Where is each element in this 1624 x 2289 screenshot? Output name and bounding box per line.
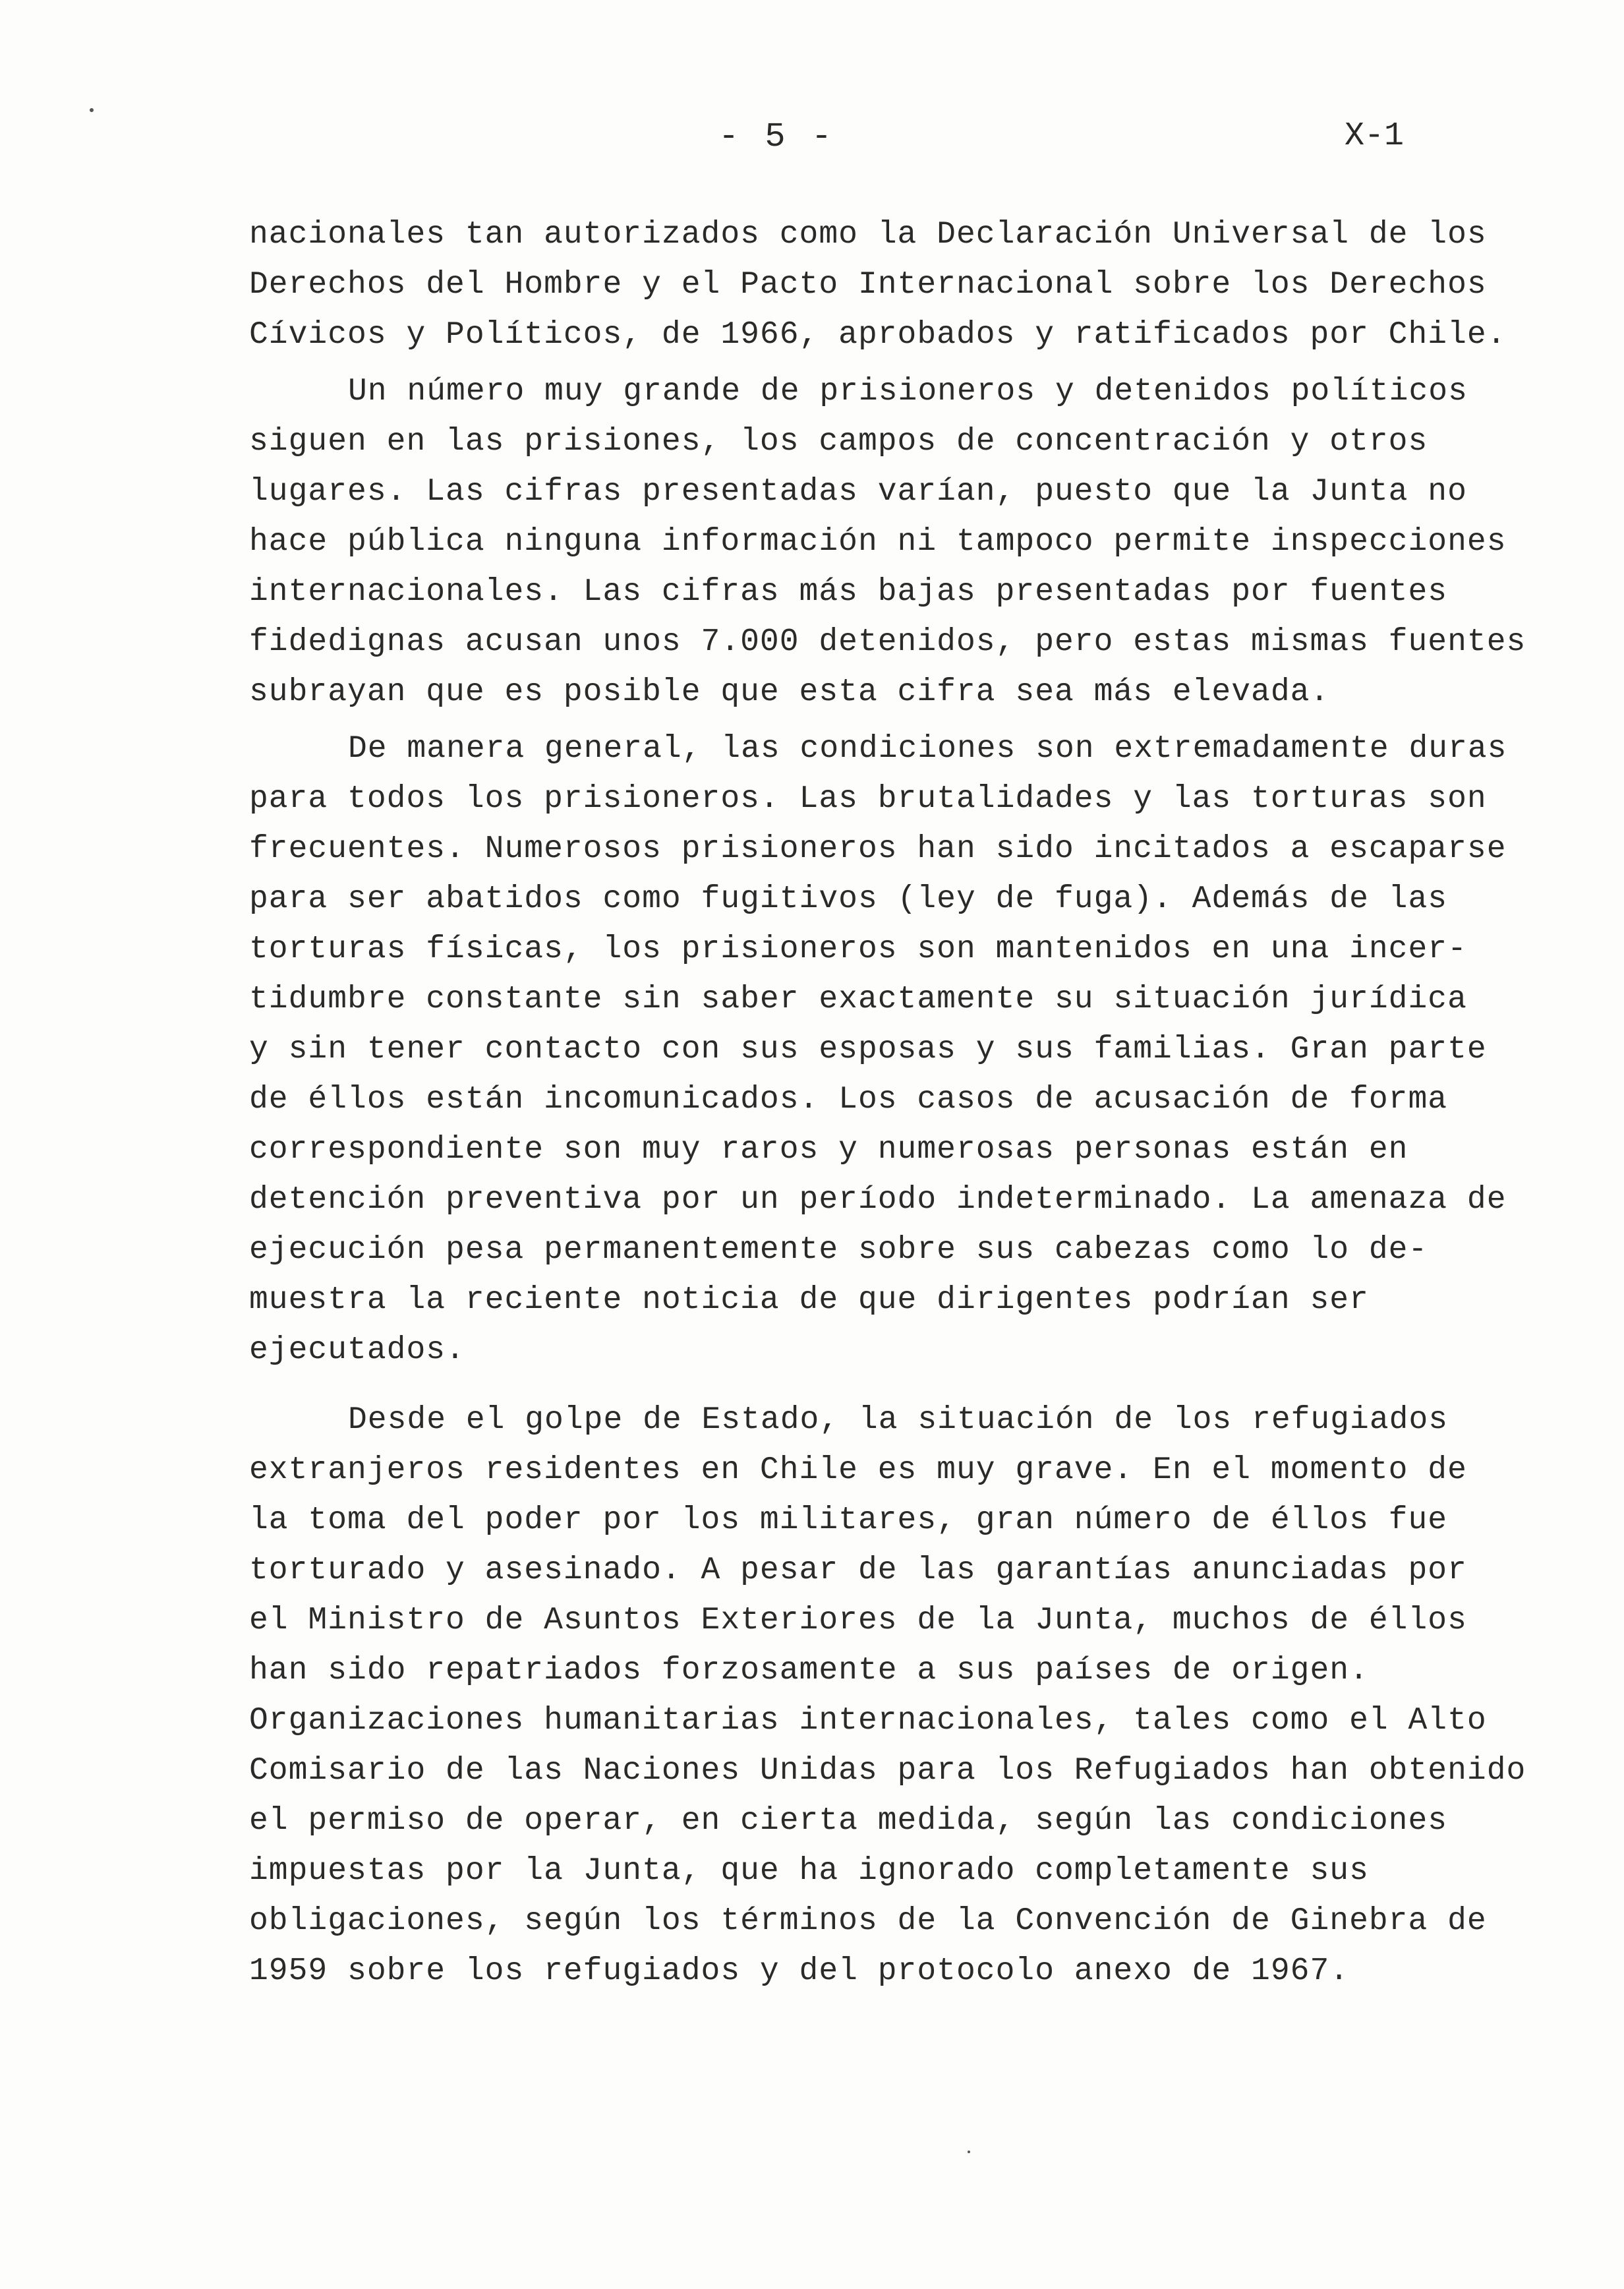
scan-speck [968,2151,970,2153]
text-line: torturas físicas, los prisioneros son mantenidos en una incer- [249,932,1467,967]
text-line: lugares. Las cifras presentadas varían, puesto que la Junta no [249,474,1467,510]
text-line: torturado y asesinado. A pesar de las garantías anunciadas por [249,1553,1467,1588]
text-line: y sin tener contacto con sus esposas y sus familias. Gran parte [249,1032,1487,1067]
text-line: 1959 sobre los refugiados y del protocolo anexo de 1967. [249,1953,1350,1989]
text-line: ejecutados. [249,1332,465,1368]
text-line: Cívicos y Políticos, de 1966, aprobados y ratificados por Chile. [249,317,1507,353]
text-line: subrayan que es posible que esta cifra sea más elevada. [249,674,1330,710]
text-line: hace pública ninguna información ni tampoco permite inspecciones [249,524,1507,560]
text-line: obligaciones, según los términos de la Convención de Ginebra de [249,1903,1487,1939]
text-line: para ser abatidos como fugitivos (ley de fuga). Además de las [249,881,1448,917]
text-line: tidumbre constante sin saber exactamente su situación jurídica [249,982,1467,1017]
text-line: correspondiente son muy raros y numerosas personas están en [249,1132,1408,1168]
text-line: de éllos están incomunicados. Los casos de acusación de forma [249,1082,1448,1117]
text-line: el Ministro de Asuntos Exteriores de la Junta, muchos de éllos [249,1603,1467,1638]
text-line: impuestas por la Junta, que ha ignorado completamente sus [249,1853,1369,1889]
text-line: Comisario de las Naciones Unidas para los Refugiados han obtenido [249,1753,1526,1789]
text-line: Un número muy grande de prisioneros y detenidos políticos [348,374,1468,409]
text-line: nacionales tan autorizados como la Declaración Universal de los [249,217,1487,253]
text-line: fidedignas acusan unos 7.000 detenidos, pero estas mismas fuentes [249,624,1526,660]
text-line: Desde el golpe de Estado, la situación de los refugiados [348,1402,1449,1438]
paragraph [249,367,1580,717]
text-line: internacionales. Las cifras más bajas presentadas por fuentes [249,574,1448,610]
text-line: la toma del poder por los militares, gran número de éllos fue [249,1502,1448,1538]
paragraph [249,210,1580,360]
text-line: frecuentes. Numerosos prisioneros han sido incitados a escaparse [249,831,1507,867]
paragraph [249,1395,1580,1996]
paragraph [249,724,1580,1375]
text-line: extranjeros residentes en Chile es muy grave. En el momento de [249,1452,1467,1488]
text-line: De manera general, las condiciones son extremadamente duras [348,731,1507,767]
page-number: - 5 - [718,117,835,156]
text-line: han sido repatriados forzosamente a sus países de origen. [249,1653,1369,1688]
text-line: siguen en las prisiones, los campos de concentración y otros [249,424,1428,460]
text-line: muestra la reciente noticia de que dirigentes podrían ser [249,1282,1369,1318]
text-line: el permiso de operar, en cierta medida, según las condiciones [249,1803,1448,1839]
body-text [249,210,1580,1996]
text-line: Derechos del Hombre y el Pacto Internacional sobre los Derechos [249,267,1487,303]
text-line: para todos los prisioneros. Las brutalidades y las torturas son [249,781,1487,817]
document-code: X-1 [1345,117,1405,155]
text-line: ejecución pesa permanentemente sobre sus cabezas como lo de- [249,1232,1428,1268]
text-line: Organizaciones humanitarias internacionales, tales como el Alto [249,1703,1487,1739]
scan-speck [90,108,94,112]
text-line: detención preventiva por un período indeterminado. La amenaza de [249,1182,1507,1218]
